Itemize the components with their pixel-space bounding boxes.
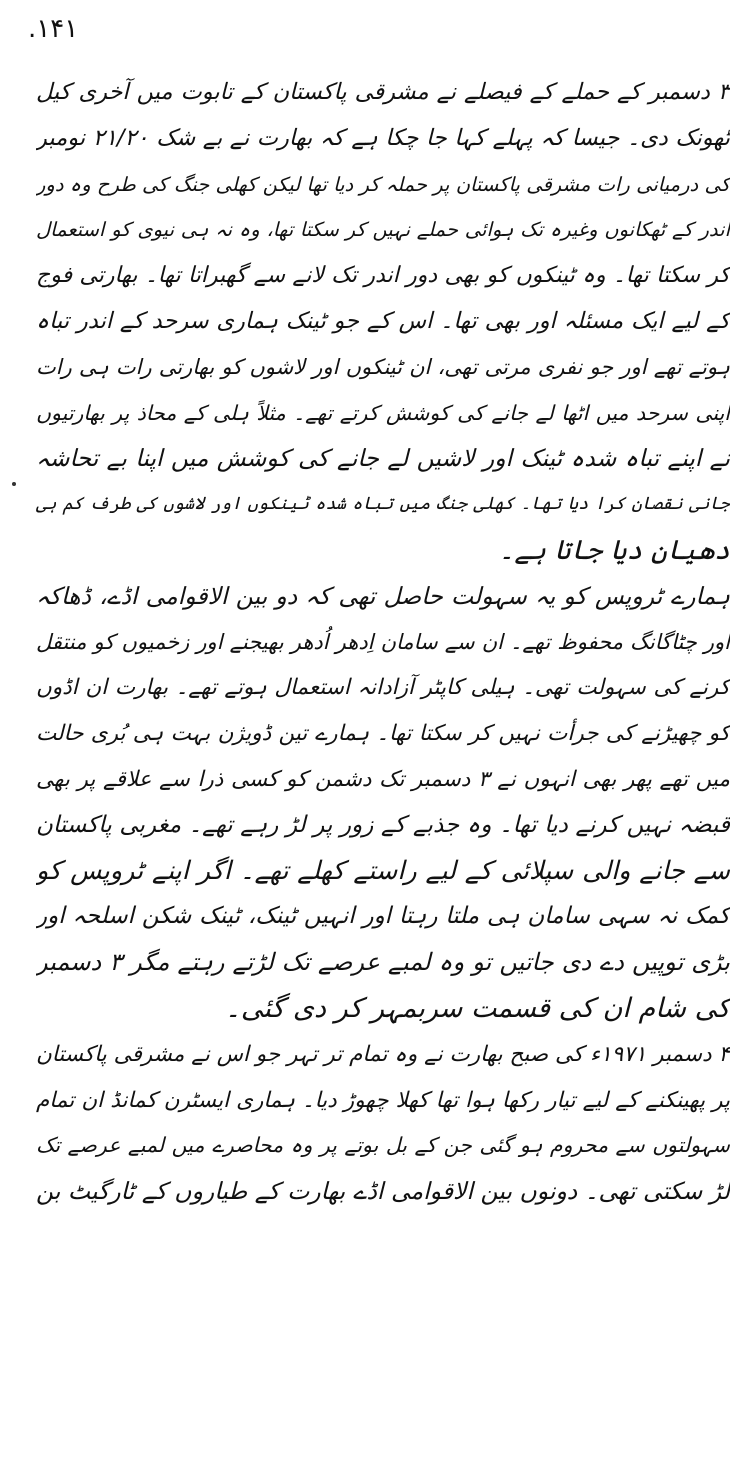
ink-speck: [12, 482, 16, 486]
text-line: کمک نہ سہی سامان ہی ملتا رہتا اور انہیں ٹینک، ٹینک شکن اسلحہ اور: [36, 903, 730, 930]
text-line: ہمارے ٹروپس کو یہ سہولت حاصل تھی کہ دو بین الاقوامی اڈے، ڈھاکہ: [36, 581, 730, 610]
text-line: نے اپنے تباہ شدہ ٹینک اور لاشیں لے جانے کی کوشش میں اپنا بے تحاشہ: [36, 444, 730, 473]
text-line: اپنی سرحد میں اٹھا لے جانے کی کوشش کرتے تھے۔ مثلاً ہلی کے محاذ پر بھارتیوں: [36, 400, 730, 425]
text-line: سہولتوں سے محروم ہو گئی جن کے بل بوتے پر وہ محاصرے میں لمبے عرصے تک: [36, 1133, 730, 1158]
text-line: بڑی توپیں دے دی جاتیں تو وہ لمبے عرصے تک لڑتے رہتے مگر ٣ دسمبر: [36, 948, 730, 977]
text-line: ہوتے تھے اور جو نفری مرتی تھی، ان ٹینکوں اور لاشوں کو بھارتی رات ہی رات: [36, 354, 730, 379]
text-line: کر سکتا تھا۔ وہ ٹینکوں کو بھی دور اندر تک لانے سے گھبراتا تھا۔ بھارتی فوج: [36, 263, 730, 289]
text-line: ٹھونک دی۔ جیسا کہ پہلے کہا جا چکا ہے کہ بھارت نے بے شک ۲۱/۲۰ نومبر: [36, 124, 730, 151]
text-line: قبضہ نہیں کرنے دیا تھا۔ وہ جذبے کے زور پر لڑ رہے تھے۔ مغربی پاکستان: [36, 811, 730, 838]
text-line: کی شام ان کی قسمت سربمہر کر دی گئی۔: [225, 992, 730, 1024]
text-line: اور چٹاگانگ محفوظ تھے۔ ان سے سامان اِدھر اُدھر بھیجنے اور زخمیوں کو منتقل: [36, 629, 730, 654]
text-line: سے جانے والی سپلائی کے لیے راستے کھلے تھے۔ اگر اپنے ٹروپس کو: [36, 855, 730, 886]
text-line: لڑ سکتی تھی۔ دونوں بین الاقوامی اڈے بھارت کے طیاروں کے ٹارگیٹ بن: [36, 1177, 730, 1206]
text-line: ۴ دسمبر ١٩٧١ء کی صبح بھارت نے وہ تمام تر تہر جو اس نے مشرقی پاکستان: [36, 1041, 730, 1067]
text-line: پر پھینکنے کے لیے تیار رکھا ہوا تھا کھلا چھوڑ دیا۔ ہماری ایسٹرن کمانڈ ان تمام: [36, 1087, 730, 1113]
page-number: .١۴١: [28, 14, 79, 44]
text-line: دھیان دیا جاتا ہے۔: [498, 534, 730, 566]
text-line: کی درمیانی رات مشرقی پاکستان پر حملہ کر دیا تھا لیکن کھلی جنگ کی طرح وہ دور: [36, 172, 730, 196]
text-line: ٣ دسمبر کے حملے کے فیصلے نے مشرقی پاکستان کے تابوت میں آخری کیل: [36, 79, 730, 105]
text-line: جانی نقصان کرا دیا تھا۔ کھلی جنگ میں تباہ شدہ ٹینکوں اور لاشوں کی طرف کم ہی: [36, 494, 730, 515]
text-line: میں تھے پھر بھی انہوں نے ٣ دسمبر تک دشمن کو کسی ذرا سے علاقے پر بھی: [36, 766, 730, 792]
body-text: [36, 70, 730, 1215]
text-line: کے لیے ایک مسئلہ اور بھی تھا۔ اس کے جو ٹینک ہماری سرحد کے اندر تباہ: [36, 307, 730, 334]
text-line: اندر کے ٹھکانوں وغیرہ تک ہوائی حملے نہیں کر سکتا تھا، وہ نہ ہی نیوی کو استعمال: [36, 218, 730, 242]
text-line: کو چھیڑنے کی جرأت نہیں کر سکتا تھا۔ ہمارے تین ڈویژن بہت ہی بُری حالت: [36, 721, 730, 747]
text-line: کرنے کی سہولت تھی۔ ہیلی کاپٹر آزادانہ استعمال ہوتے تھے۔ بھارت ان اڈوں: [36, 675, 730, 701]
